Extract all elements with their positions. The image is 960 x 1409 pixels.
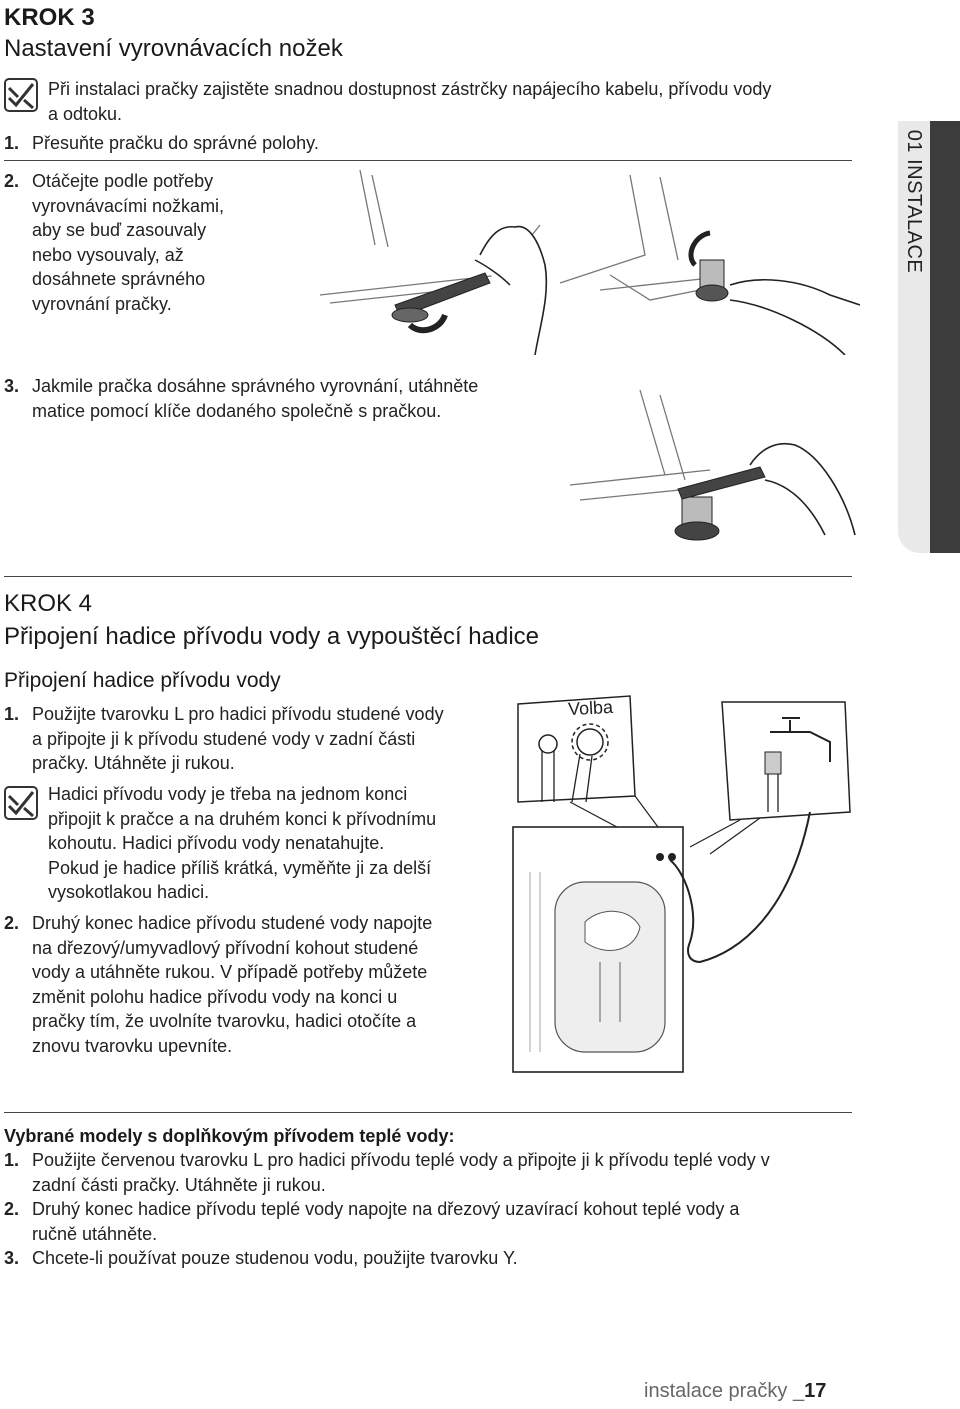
step4-heading: KROK 4 — [4, 590, 93, 617]
volba-label: Volba — [567, 696, 614, 720]
models-item-3: 3. Chcete-li používat pouze studenou vodu, použijte tvarovku Y. — [4, 1248, 518, 1268]
side-tab-dark — [930, 121, 960, 553]
step3-item-1: 1. Přesuňte pračku do správné polohy. — [4, 133, 319, 153]
side-tab-label: 01 INSTALACE — [903, 129, 926, 273]
step3-item-2: 2. Otáčejte podle potřeby vyrovnávacími nožkami, aby se buď zasouvaly nebo vysouvaly, až dosáhnete správného vyrovnání pračky. — [4, 171, 225, 314]
step3-item-3: 3. Jakmile pračka dosáhne správného vyrovnání, utáhněte matice pomocí klíče dodaného společně s pračkou. — [4, 376, 479, 421]
step4-note: Hadici přívodu vody je třeba na jednom konci připojit k pračce a na druhém konci k přívodnímu kohoutu. Hadici přívodu vody nenatahujte. Pokud je hadice příliš krátká, vyměňte ji za delší vysokotlakou hadici. — [48, 784, 437, 902]
note-icon — [4, 78, 38, 112]
step3-heading: KROK 3 — [4, 4, 95, 31]
page-number: 17 — [804, 1380, 827, 1402]
models-heading: Vybrané modely s doplňkovým přívodem teplé vody: — [4, 1126, 455, 1146]
tighten-nut-illustration — [560, 385, 860, 560]
step4-item-1: 1. Použijte tvarovku L pro hadici přívodu studené vody a připojte ji k přívodu studené vody v zadní části pračky. Utáhněte ji rukou. — [4, 704, 444, 773]
note-icon — [4, 786, 38, 820]
step4-subtitle: Připojení hadice přívodu vody — [4, 669, 281, 692]
divider — [4, 576, 852, 577]
step4-title: Připojení hadice přívodu vody a vypouštěcí hadice — [4, 623, 539, 650]
leveling-feet-illustration — [300, 165, 860, 355]
step4-item-2: 2. Druhý konec hadice přívodu studené vody napojte na dřezový/umyvadlový přívodní kohout studené vody a utáhněte rukou. V případě potřeby můžete změnit polohu hadice přívodu vody na konci u pračky tím, že uvolníte tvarovku, hadici otočíte a znovu tvarovku upevníte. — [4, 913, 433, 1056]
page-footer: instalace pračky _17 — [644, 1380, 827, 1402]
divider — [4, 160, 852, 161]
hose-connection-illustration — [510, 692, 860, 1082]
divider — [4, 1112, 852, 1113]
step3-note: Při instalaci pračky zajistěte snadnou dostupnost zástrčky napájecího kabelu, přívodu vody a odtoku. — [48, 79, 772, 124]
models-item-2: 2. Druhý konec hadice přívodu teplé vody napojte na dřezový uzavírací kohout teplé vody a ručně utáhněte. — [4, 1199, 740, 1244]
step3-title: Nastavení vyrovnávacích nožek — [4, 35, 343, 62]
models-item-1: 1. Použijte červenou tvarovku L pro hadici přívodu teplé vody a připojte ji k přívodu teplé vody v zadní části pračky. Utáhněte ji rukou. — [4, 1150, 770, 1195]
